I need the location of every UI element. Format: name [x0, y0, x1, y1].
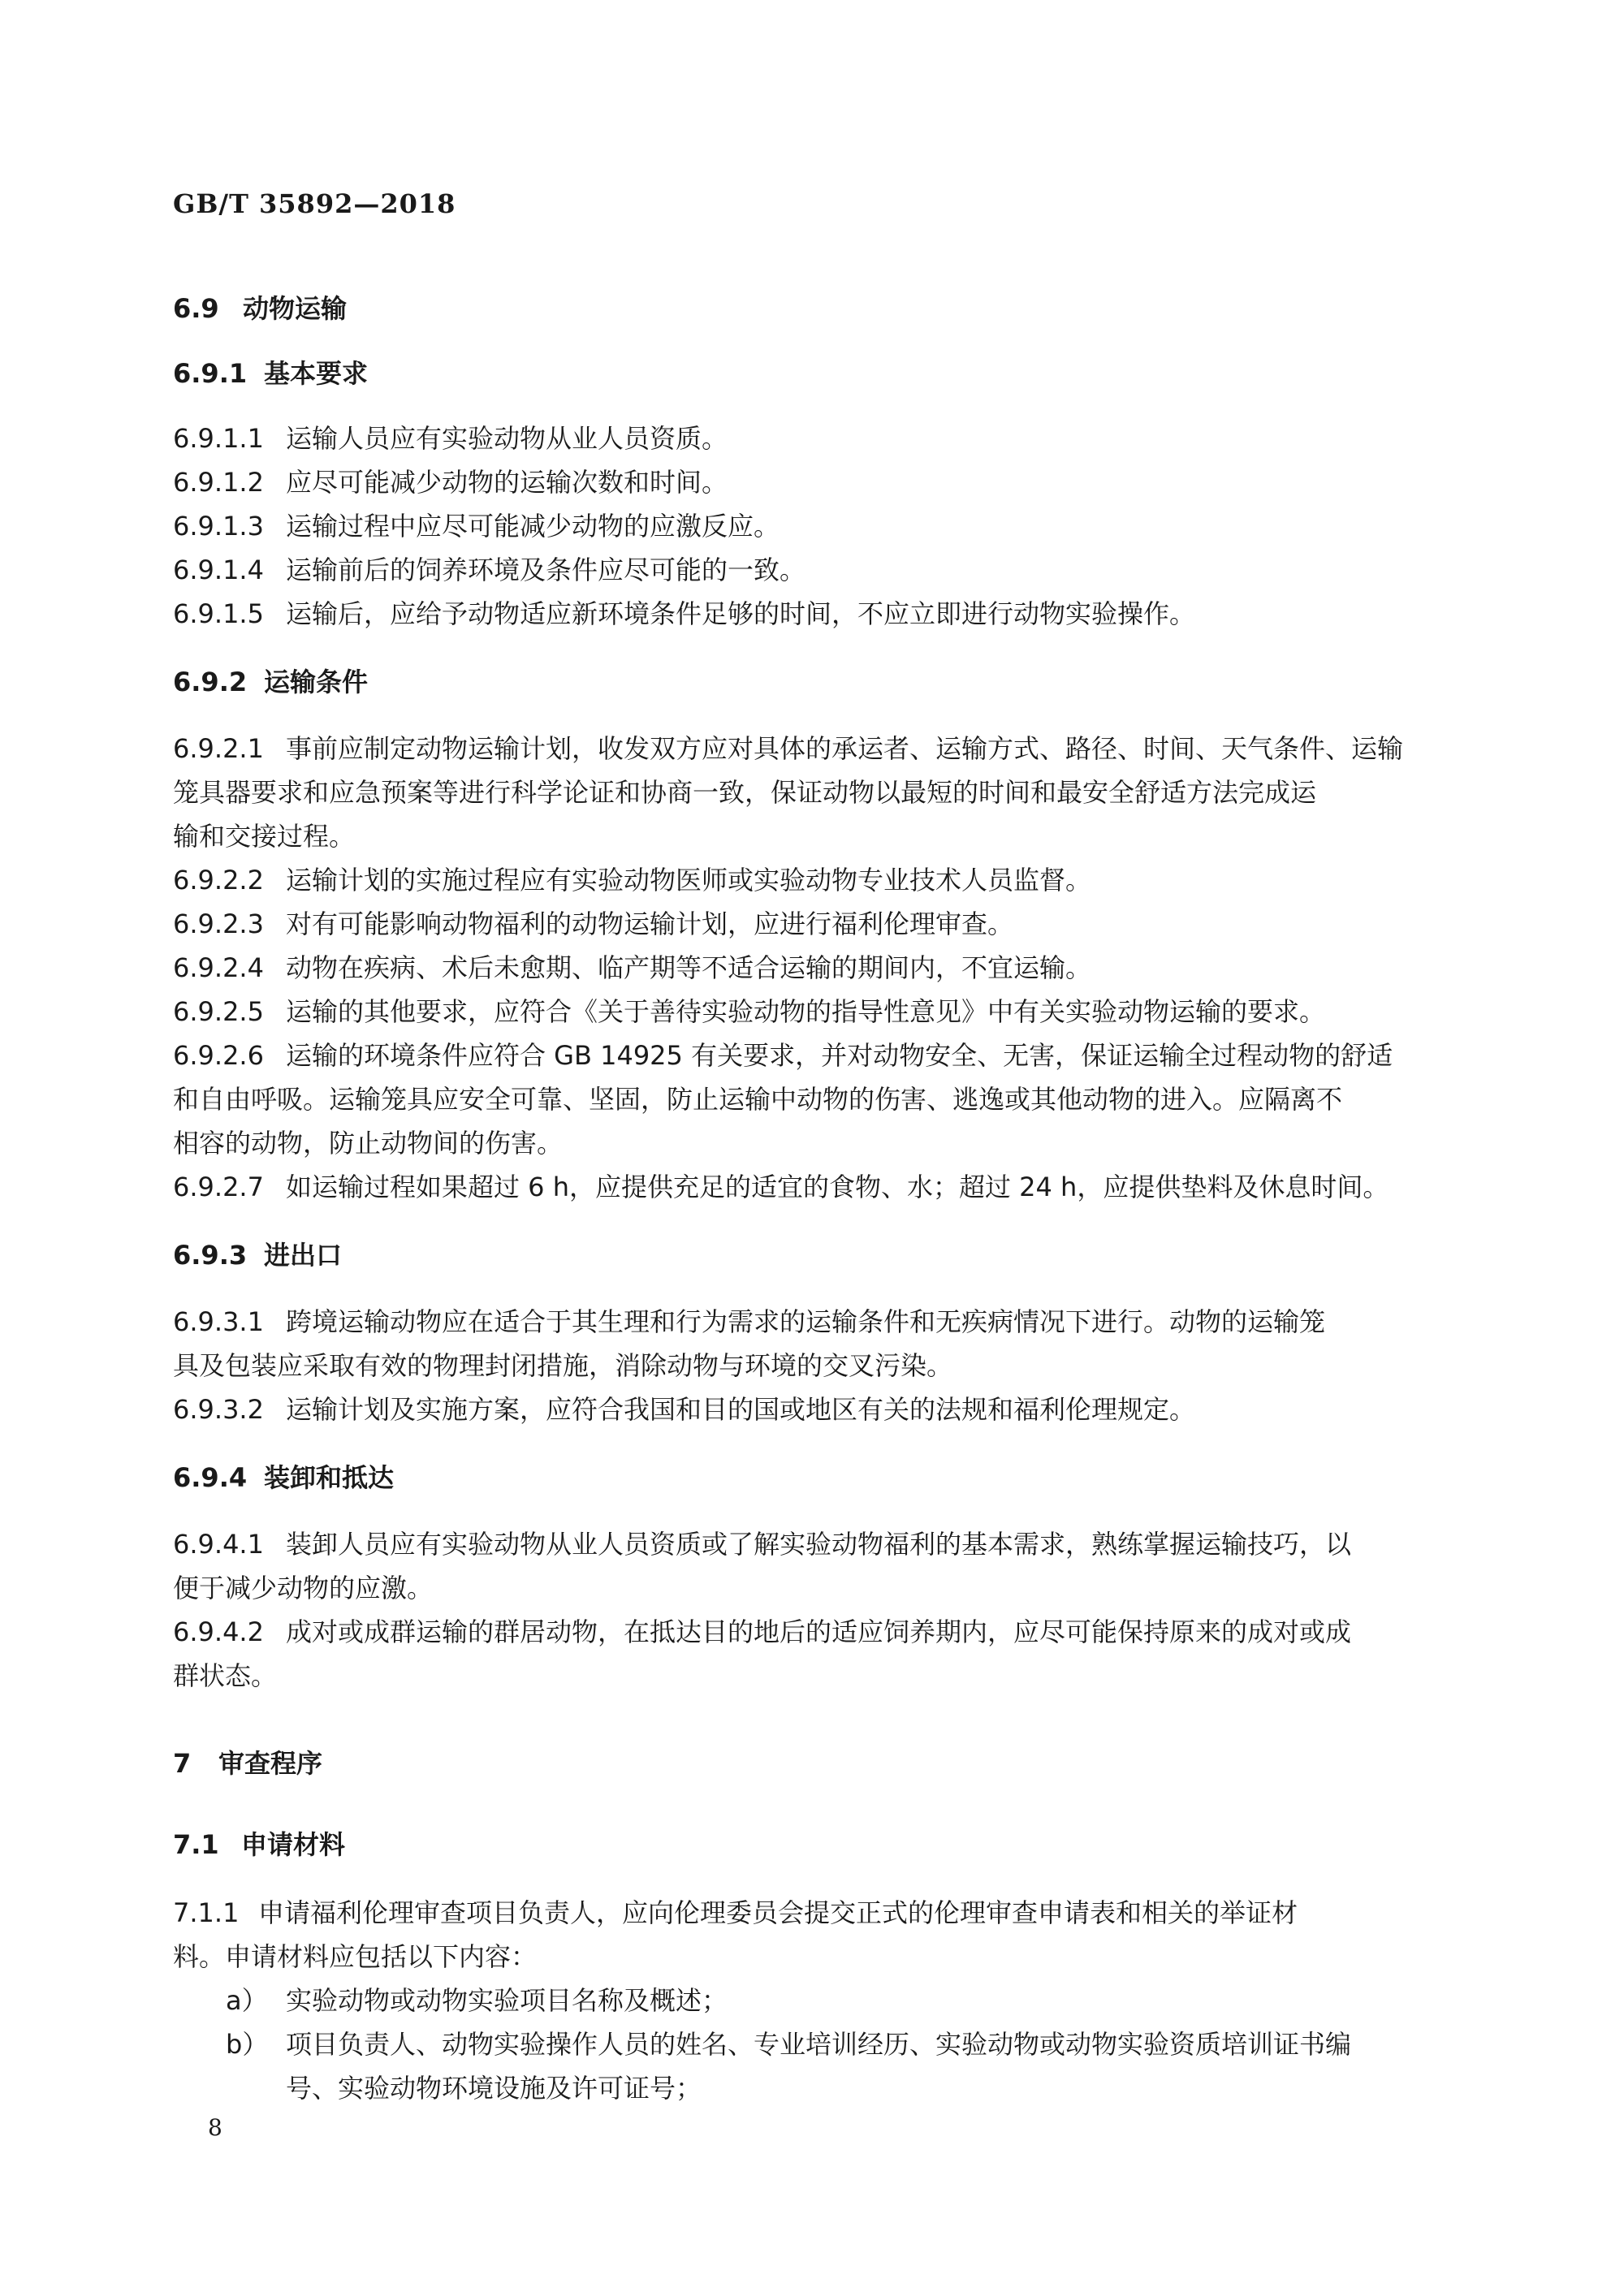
page-number: 8 — [208, 2114, 222, 2141]
clause-6-9-2-1 — [173, 732, 1403, 765]
clause-number: 6.9.2.4 — [173, 952, 264, 983]
clause-number: 6.9.2.3 — [173, 908, 264, 939]
clause-number: 6.9.2.6 — [173, 1040, 264, 1071]
clause-number: 6.9.1.1 — [173, 423, 264, 454]
clause-6-9-2-5 — [173, 995, 1325, 1028]
section-title: 申请材料 — [241, 1829, 346, 1860]
clause-number: 6.9.1.5 — [173, 598, 264, 629]
clause-6-9-2-6-line-3: 相容的动物，防止动物间的伤害。 — [173, 1128, 564, 1159]
list-item-text-line-1: 项目负责人、动物实验操作人员的姓名、专业培训经历、实验动物或动物实验资质培训证书编 — [286, 2029, 1352, 2060]
clause-6-9-1-5 — [173, 598, 1195, 630]
clause-6-9-2-1-line-2: 笼具器要求和应急预案等进行科学论证和协商一致，保证动物以最短的时间和最安全舒适方法完成运 — [173, 777, 1317, 808]
clause-6-9-1-3 — [173, 510, 780, 542]
clause-text: 运输人员应有实验动物从业人员资质。 — [286, 423, 728, 454]
section-heading-6-9-1 — [173, 357, 368, 390]
section-title: 进出口 — [264, 1240, 343, 1271]
section-number: 6.9.3 — [173, 1240, 248, 1271]
section-number: 6.9.2 — [173, 667, 248, 697]
clause-number: 6.9.1.2 — [173, 467, 264, 498]
clause-6-9-2-6 — [173, 1039, 1393, 1072]
clause-text-line-1: 跨境运输动物应在适合于其生理和行为需求的运输条件和无疾病情况下进行。动物的运输笼 — [286, 1306, 1326, 1337]
clause-7-1-1 — [173, 1897, 1298, 1929]
clause-number: 6.9.2.2 — [173, 865, 264, 896]
section-title: 基本要求 — [264, 358, 369, 389]
clause-6-9-2-4 — [173, 952, 1091, 984]
list-item-a — [226, 1984, 728, 2017]
section-heading-6-9-3 — [173, 1239, 342, 1271]
section-title: 装卸和抵达 — [264, 1462, 395, 1493]
clause-number: 6.9.1.3 — [173, 511, 264, 542]
clause-6-9-4-1 — [173, 1528, 1351, 1560]
section-heading-7-1 — [173, 1828, 345, 1861]
clause-number: 6.9.2.5 — [173, 996, 264, 1027]
clause-number: 6.9.1.4 — [173, 555, 264, 585]
clause-6-9-2-3 — [173, 908, 1013, 940]
list-item-b — [226, 2028, 1351, 2061]
clause-text: 运输后，应给予动物适应新环境条件足够的时间，不应立即进行动物实验操作。 — [286, 598, 1196, 629]
section-number: 7.1 — [173, 1829, 219, 1860]
clause-number: 6.9.4.2 — [173, 1616, 264, 1647]
list-item-text: 实验动物或动物实验项目名称及概述； — [286, 1985, 728, 2016]
clause-number: 6.9.3.1 — [173, 1306, 264, 1337]
section-title: 运输条件 — [264, 667, 369, 697]
clause-6-9-3-2 — [173, 1393, 1195, 1426]
section-title: 动物运输 — [243, 293, 348, 324]
clause-6-9-4-1-line-2: 便于减少动物的应激。 — [173, 1573, 434, 1603]
clause-6-9-3-1-line-2: 具及包装应采取有效的物理封闭措施，消除动物与环境的交叉污染。 — [173, 1350, 953, 1381]
clause-text: 运输前后的饲养环境及条件应尽可能的一致。 — [286, 555, 806, 585]
clause-text: 如运输过程如果超过 6 h，应提供充足的适宜的食物、水；超过 24 h，应提供垫料及休息时间。 — [286, 1172, 1389, 1202]
section-number: 6.9 — [173, 293, 219, 324]
clause-6-9-3-1 — [173, 1306, 1325, 1338]
section-heading-6-9-4 — [173, 1461, 394, 1494]
clause-text-line-1: 申请福利伦理审查项目负责人，应向伦理委员会提交正式的伦理审查申请表和相关的举证材 — [258, 1897, 1298, 1928]
clause-6-9-1-1 — [173, 422, 728, 455]
clause-number: 6.9.2.1 — [173, 733, 264, 764]
clause-text-line-1: 装卸人员应有实验动物从业人员资质或了解实验动物福利的基本需求，熟练掌握运输技巧，以 — [286, 1529, 1352, 1560]
chapter-number: 7 — [173, 1748, 192, 1779]
clause-7-1-1-line-2: 料。申请材料应包括以下内容： — [173, 1941, 538, 1972]
clause-text: 运输的其他要求，应符合《关于善待实验动物的指导性意见》中有关实验动物运输的要求。 — [286, 996, 1326, 1027]
clause-text: 运输计划的实施过程应有实验动物医师或实验动物专业技术人员监督。 — [286, 865, 1092, 896]
list-marker: a） — [226, 1985, 268, 2016]
section-number: 6.9.4 — [173, 1462, 248, 1493]
clause-number: 7.1.1 — [173, 1897, 240, 1928]
clause-6-9-2-2 — [173, 864, 1091, 896]
list-item-b-line-2: 号、实验动物环境设施及许可证号； — [286, 2073, 702, 2104]
clause-6-9-2-7 — [173, 1171, 1389, 1203]
clause-6-9-1-4 — [173, 554, 806, 586]
chapter-title: 审查程序 — [218, 1748, 323, 1779]
chapter-heading-7 — [173, 1747, 322, 1780]
clause-6-9-2-6-line-2: 和自由呼吸。运输笼具应安全可靠、坚固，防止运输中动物的伤害、逃逸或其他动物的进入。应隔离不 — [173, 1084, 1343, 1115]
list-marker: b） — [226, 2029, 269, 2060]
clause-number: 6.9.4.1 — [173, 1529, 264, 1560]
clause-text-line-1: 运输的环境条件应符合 GB 14925 有关要求，并对动物安全、无害，保证运输全过程动物的舒适 — [286, 1040, 1393, 1071]
section-number: 6.9.1 — [173, 358, 248, 389]
clause-text: 运输计划及实施方案，应符合我国和目的国或地区有关的法规和福利伦理规定。 — [286, 1394, 1196, 1425]
clause-text: 运输过程中应尽可能减少动物的应激反应。 — [286, 511, 780, 542]
clause-6-9-4-2 — [173, 1616, 1351, 1648]
clause-text-line-1: 成对或成群运输的群居动物，在抵达目的地后的适应饲养期内，应尽可能保持原来的成对或成 — [286, 1616, 1352, 1647]
clause-text-line-1: 事前应制定动物运输计划，收发双方应对具体的承运者、运输方式、路径、时间、天气条件、运输 — [286, 733, 1404, 764]
clause-number: 6.9.3.2 — [173, 1394, 264, 1425]
standard-code: GB/T 35892—2018 — [173, 188, 456, 219]
section-heading-6-9-2 — [173, 666, 368, 698]
clause-text: 对有可能影响动物福利的动物运输计划，应进行福利伦理审查。 — [286, 908, 1014, 939]
clause-text: 应尽可能减少动物的运输次数和时间。 — [286, 467, 728, 498]
clause-6-9-4-2-line-2: 群状态。 — [173, 1660, 278, 1691]
clause-number: 6.9.2.7 — [173, 1172, 264, 1202]
clause-text: 动物在疾病、术后未愈期、临产期等不适合运输的期间内，不宜运输。 — [286, 952, 1092, 983]
section-heading-6-9 — [173, 292, 347, 325]
clause-6-9-2-1-line-3: 输和交接过程。 — [173, 821, 356, 852]
clause-6-9-1-2 — [173, 466, 728, 498]
